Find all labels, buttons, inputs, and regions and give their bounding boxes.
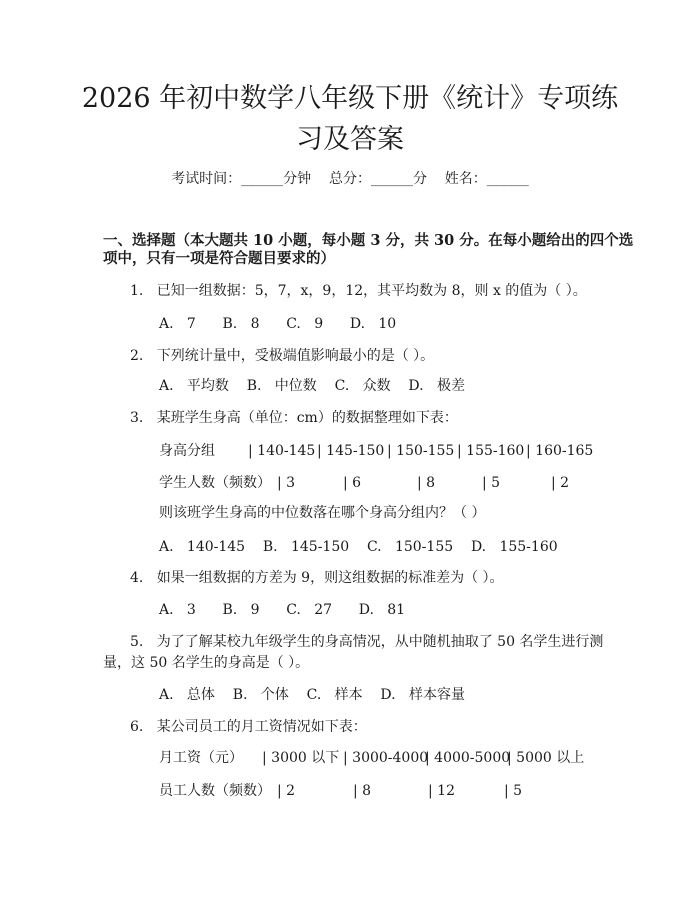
table-cell: 身高分组 bbox=[159, 443, 215, 459]
table-cell: | 2 bbox=[551, 475, 570, 491]
table-cell: | 155-160 bbox=[457, 443, 525, 459]
question-1-options: A. 7 B. 8 C. 9 D. 10 bbox=[159, 316, 397, 332]
table-cell: | 3000 以下 bbox=[262, 750, 340, 766]
table-cell: | 2 bbox=[277, 783, 296, 799]
section-heading-line-2: 项中，只有一项是符合题目要求的） bbox=[103, 250, 335, 267]
table-cell: | 5 bbox=[482, 475, 501, 491]
table-cell: | 8 bbox=[417, 475, 436, 491]
table-cell: | 3000-4000 bbox=[343, 750, 429, 766]
table-cell: | 160-165 bbox=[526, 443, 594, 459]
question-3-followup: 则该班学生身高的中位数落在哪个身高分组内？（ ） bbox=[159, 505, 486, 521]
question-4-options: A. 3 B. 9 C. 27 D. 81 bbox=[159, 602, 406, 618]
question-5-options: A. 总体 B. 个体 C. 样本 D. 样本容量 bbox=[159, 687, 465, 703]
section-heading-line-1: 一、选择题（本大题共 10 小题，每小题 3 分，共 30 分。在每小题给出的四个选 bbox=[103, 232, 634, 249]
title-line-2: 习及答案 bbox=[296, 124, 404, 155]
exam-info-line: 考试时间：______分钟 总分：______分 姓名：______ bbox=[171, 171, 529, 187]
page-title bbox=[60, 78, 640, 160]
question-6: 6. 某公司员工的月工资情况如下表： bbox=[130, 719, 367, 735]
question-2-options: A. 平均数 B. 中位数 C. 众数 D. 极差 bbox=[159, 378, 465, 394]
table-cell: | 6 bbox=[343, 475, 362, 491]
question-3: 3. 某班学生身高（单位：cm）的数据整理如下表： bbox=[130, 410, 458, 426]
question-2: 2. 下列统计量中，受极端值影响最小的是（ ）。 bbox=[130, 348, 435, 364]
table-cell: 月工资（元） bbox=[159, 750, 243, 766]
table-cell: 学生人数（频数） bbox=[159, 475, 271, 491]
table-cell: | 8 bbox=[353, 783, 372, 799]
table-cell: | 4000-5000 bbox=[425, 750, 511, 766]
table-cell: | 12 bbox=[428, 783, 455, 799]
table-cell: | 5 bbox=[504, 783, 523, 799]
table-cell: | 145-150 bbox=[317, 443, 385, 459]
table-cell: | 3 bbox=[277, 475, 296, 491]
question-1: 1. 已知一组数据：5，7，x，9，12，其平均数为 8，则 x 的值为（ ）。 bbox=[130, 283, 587, 299]
table-cell: | 150-155 bbox=[387, 443, 455, 459]
title-line-1: 2026 年初中数学八年级下册《统计》专项练 bbox=[81, 83, 619, 114]
question-5-line-2: 量，这 50 名学生的身高是（ ）。 bbox=[103, 655, 310, 671]
table-cell: | 140-145 bbox=[248, 443, 316, 459]
question-3-options: A. 140-145 B. 145-150 C. 150-155 D. 155-160 bbox=[159, 539, 558, 555]
question-4: 4. 如果一组数据的方差为 9，则这组数据的标准差为（ ）。 bbox=[130, 570, 504, 586]
table-cell: | 5000 以上 bbox=[507, 750, 585, 766]
question-5-line-1: 5. 为了了解某校九年级学生的身高情况，从中随机抽取了 50 名学生进行测 bbox=[130, 634, 604, 650]
table-cell: 员工人数（频数） bbox=[159, 783, 271, 799]
